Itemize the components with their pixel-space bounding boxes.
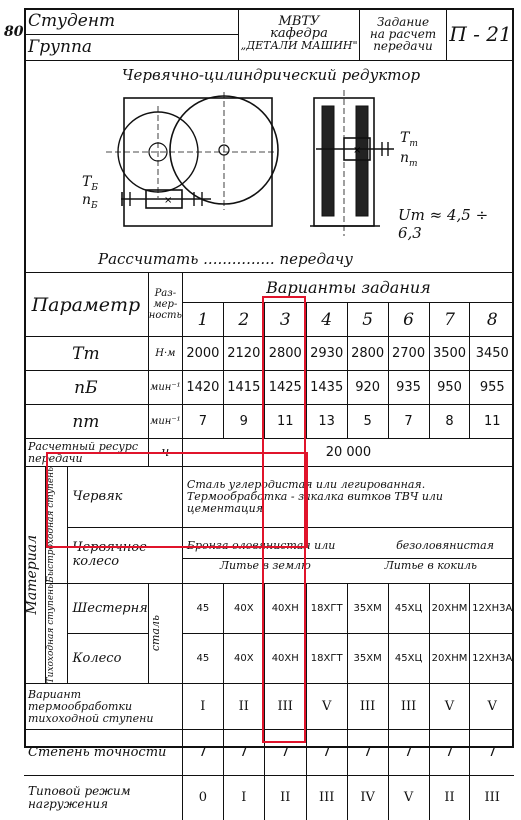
cell: V bbox=[470, 684, 514, 730]
resource-unit: ч bbox=[148, 439, 182, 467]
torque-low-label: $T_Б$ bbox=[82, 174, 98, 193]
cell: 12XH3A bbox=[470, 633, 514, 683]
cell: 3500 bbox=[429, 337, 470, 371]
cell: 2930 bbox=[306, 337, 347, 371]
cell: 11 bbox=[264, 405, 306, 439]
cell: 920 bbox=[347, 371, 388, 405]
wheel-label: Червячное колесо bbox=[68, 527, 182, 583]
cell: 955 bbox=[470, 371, 514, 405]
department-name: „ДЕТАЛИ МАШИН" bbox=[240, 39, 358, 53]
row-unit: мин⁻¹ bbox=[148, 371, 182, 405]
cell: 5 bbox=[347, 405, 388, 439]
cell: 45XЦ bbox=[388, 583, 429, 633]
heat-row bbox=[24, 684, 514, 730]
resource-row bbox=[24, 439, 514, 467]
cell: 935 bbox=[388, 371, 429, 405]
wheel-row bbox=[24, 527, 514, 583]
row-unit: мин⁻¹ bbox=[148, 405, 182, 439]
cell: 35XM bbox=[347, 633, 388, 683]
cell: III bbox=[264, 684, 306, 730]
accuracy-row bbox=[24, 730, 514, 776]
steel-label: сталь bbox=[148, 615, 162, 652]
cell: 40X bbox=[223, 633, 264, 683]
cell: 45 bbox=[182, 583, 223, 633]
unit-header: Раз-мер-ность bbox=[148, 273, 182, 337]
group-field bbox=[24, 34, 239, 60]
param-header: Параметр bbox=[24, 273, 148, 337]
cell: V bbox=[388, 776, 429, 820]
cell: II bbox=[264, 776, 306, 820]
cell: 20XHM bbox=[429, 633, 470, 683]
cell: 2000 bbox=[182, 337, 223, 371]
cell: 13 bbox=[306, 405, 347, 439]
cell: 18XГТ bbox=[306, 633, 347, 683]
cell: 3450 bbox=[470, 337, 514, 371]
wheel2-label: Колесо bbox=[68, 633, 148, 683]
variant-number: 1 bbox=[182, 303, 223, 337]
cell: 7 bbox=[306, 730, 347, 776]
accuracy-label: Степень точности bbox=[24, 730, 182, 776]
calc-line: Рассчитать ............... передачу bbox=[98, 250, 353, 268]
material-cell bbox=[24, 467, 46, 684]
row-label: Tт bbox=[24, 337, 148, 371]
cell: 7 bbox=[182, 405, 223, 439]
gear-wheel-row bbox=[24, 633, 514, 683]
student-label: Студент bbox=[28, 10, 116, 31]
cell: III bbox=[306, 776, 347, 820]
worm-row bbox=[24, 467, 514, 528]
variant-number: 7 bbox=[429, 303, 470, 337]
load-label: Типовой режим нагружения bbox=[24, 776, 182, 820]
variant-number: 3 bbox=[264, 303, 306, 337]
cell: 11 bbox=[470, 405, 514, 439]
load-row bbox=[24, 776, 514, 820]
svg-text:×: × bbox=[353, 145, 362, 156]
table-row bbox=[24, 405, 514, 439]
gear-label: Шестерня bbox=[68, 583, 148, 633]
cell: 1425 bbox=[264, 371, 306, 405]
task-line2: на расчет bbox=[369, 26, 437, 41]
cell: 2700 bbox=[388, 337, 429, 371]
table-row bbox=[24, 337, 514, 371]
material-label: Материал bbox=[24, 535, 40, 615]
cell: III bbox=[470, 776, 514, 820]
row-label: nБ bbox=[24, 371, 148, 405]
cell: 20XHM bbox=[429, 583, 470, 633]
table-row bbox=[24, 371, 514, 405]
task-line3: передачи bbox=[373, 38, 433, 53]
department-cell bbox=[239, 8, 360, 60]
cell: 9 bbox=[223, 405, 264, 439]
cell: V bbox=[306, 684, 347, 730]
variant-number: 5 bbox=[347, 303, 388, 337]
cell: II bbox=[223, 684, 264, 730]
cell: 7 bbox=[470, 730, 514, 776]
worm-text: Сталь углеродистая или легированная. Термообработка - закалка витков ТВЧ или цементация bbox=[182, 467, 514, 528]
row-label: nт bbox=[24, 405, 148, 439]
cell: 1415 bbox=[223, 371, 264, 405]
wheel-material-cell bbox=[182, 527, 514, 583]
cell: 7 bbox=[182, 730, 223, 776]
cell: 45 bbox=[182, 633, 223, 683]
cell: 1420 bbox=[182, 371, 223, 405]
cell: 40XH bbox=[264, 633, 306, 683]
task-code: П - 21 bbox=[447, 8, 515, 60]
casting-left: Литье в землю bbox=[219, 558, 311, 572]
gear-row bbox=[24, 583, 514, 633]
cell: I bbox=[223, 776, 264, 820]
header-table bbox=[24, 8, 514, 61]
cell: 0 bbox=[182, 776, 223, 820]
cell: 2120 bbox=[223, 337, 264, 371]
cell: 8 bbox=[429, 405, 470, 439]
variant-number: 6 bbox=[388, 303, 429, 337]
ratio-text: Uт ≈ 4,5 ÷ 6,3 bbox=[398, 206, 489, 242]
cell: 35XM bbox=[347, 583, 388, 633]
cell: III bbox=[388, 684, 429, 730]
cell: IV bbox=[347, 776, 388, 820]
heat-label: Вариант термообработки тихоходной ступени bbox=[24, 684, 182, 730]
torque-out-label: $T_т$ bbox=[400, 130, 418, 149]
cell: II bbox=[429, 776, 470, 820]
cell: 40X bbox=[223, 583, 264, 633]
institute-name: МВТУ bbox=[278, 14, 320, 30]
cell: 7 bbox=[388, 730, 429, 776]
task-cell bbox=[360, 8, 447, 60]
variants-table bbox=[24, 272, 514, 820]
cell: 45XЦ bbox=[388, 633, 429, 683]
cell: 7 bbox=[223, 730, 264, 776]
variant-number: 8 bbox=[470, 303, 514, 337]
variant-number: 4 bbox=[306, 303, 347, 337]
cell: 7 bbox=[388, 405, 429, 439]
task-line1: Задание bbox=[376, 14, 430, 29]
worm-label: Червяк bbox=[68, 467, 182, 528]
margin-mark: 80 bbox=[4, 24, 24, 40]
fast-stage-label: Быстроходная ступень bbox=[46, 467, 57, 583]
resource-value: 20 000 bbox=[182, 439, 514, 467]
variants-header: Варианты задания bbox=[182, 273, 514, 303]
cell: V bbox=[429, 684, 470, 730]
resource-label: Расчетный ресурс передачи bbox=[24, 439, 148, 467]
cell: 2800 bbox=[347, 337, 388, 371]
slow-stage-label: Тихоходная ступень bbox=[46, 583, 57, 684]
drawing-title: Червячно-цилиндрический редуктор bbox=[121, 66, 421, 84]
speed-out-label: $n_т$ bbox=[400, 150, 418, 169]
cell: III bbox=[347, 684, 388, 730]
cell: 2800 bbox=[264, 337, 306, 371]
cell: 1435 bbox=[306, 371, 347, 405]
cell: 40XH bbox=[264, 583, 306, 633]
row-unit: Н·м bbox=[148, 337, 182, 371]
fast-stage-cell bbox=[46, 467, 68, 584]
cell: 7 bbox=[429, 730, 470, 776]
svg-text:×: × bbox=[164, 195, 173, 206]
wheel-text-left: Бронза оловянистая или bbox=[186, 538, 336, 552]
cell: 7 bbox=[264, 730, 306, 776]
slow-stage-cell bbox=[46, 583, 68, 683]
variant-number: 2 bbox=[223, 303, 264, 337]
group-label: Группа bbox=[28, 37, 93, 57]
cell: 18XГТ bbox=[306, 583, 347, 633]
cell: 12XH3A bbox=[470, 583, 514, 633]
student-field bbox=[24, 8, 239, 34]
cell: 7 bbox=[347, 730, 388, 776]
cell: I bbox=[182, 684, 223, 730]
assignment-sheet bbox=[4, 8, 514, 811]
speed-low-label: $n_Б$ bbox=[82, 192, 98, 211]
casting-right: Литье в кокиль bbox=[384, 558, 478, 572]
cell: 950 bbox=[429, 371, 470, 405]
steel-cell bbox=[148, 583, 182, 683]
department-label: кафедра bbox=[270, 26, 328, 42]
wheel-text-right: безоловянистая bbox=[396, 538, 494, 552]
